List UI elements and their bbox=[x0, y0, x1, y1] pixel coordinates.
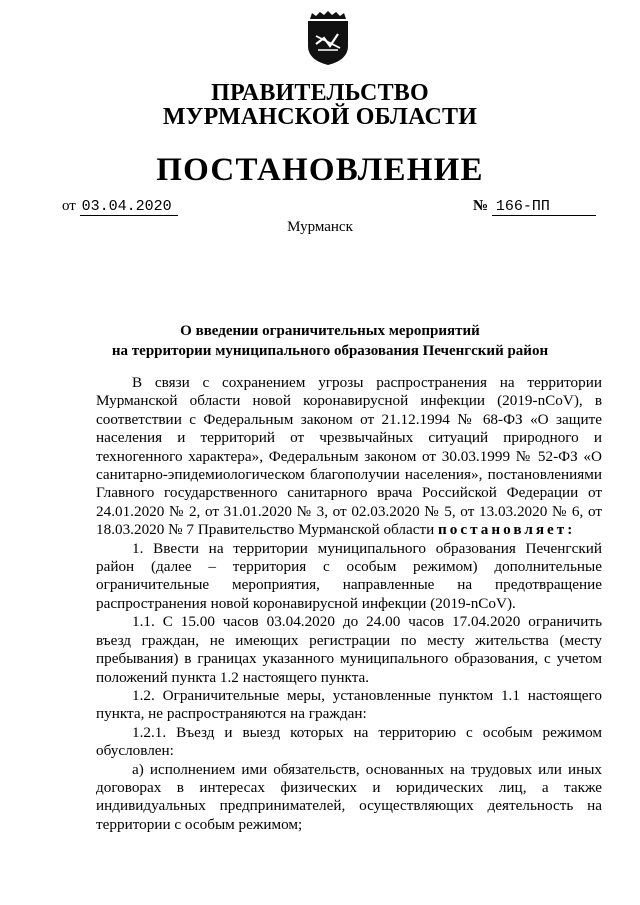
number-field bbox=[473, 198, 596, 216]
government-title-line1: ПРАВИТЕЛЬСТВО bbox=[211, 80, 429, 106]
document-body bbox=[96, 374, 602, 834]
coat-of-arms-emblem-icon bbox=[302, 10, 354, 66]
preamble-text: В связи с сохранением угрозы распространения на территории Мурманской области новой коронавирусной инфекции (2019-nCoV), в соответствии с Федеральным законом от 21.12.1994 № 68-ФЗ «О защите населения и территорий от чрезвычайных ситуаций природного и техногенного характера», Федеральным законом от 30.03.1999 № 52-ФЗ «О санитарно-эпидемиологическом благополучии населения», постановлениями Главного государственного санитарного врача Российской Федерации от 24.01.2020 № 2, от 31.01.2020 № 3, от 02.03.2020 № 5, от 13.03.2020 № 6, от 18.03.2020 № 7 Правительство Мурманской области bbox=[96, 374, 602, 539]
paragraph-1: 1. Ввести на территории муниципального образования Печенгский район (далее – территория с особым режимом) дополнительные ограничительные мероприятия, направленные на предотвращение распространения новой коронавирусной инфекции (2019-nCoV). bbox=[96, 539, 602, 612]
title-line2: на территории муниципального образования Печенгский район bbox=[111, 343, 549, 359]
paragraph-1-1: 1.1. С 15.00 часов 03.04.2020 до 24.00 часов 17.04.2020 ограничить въезд граждан, не имеющих регистрации по месту жительства (месту пребывания) в границах указанного муниципального образования, с учетом положений пункта 1.2 настоящего пункта. bbox=[96, 613, 602, 686]
number-prefix: № bbox=[473, 198, 489, 214]
preamble-paragraph bbox=[96, 374, 602, 540]
document-type-heading: ПОСТАНОВЛЕНИЕ bbox=[156, 152, 484, 188]
paragraph-a: а) исполнением ими обязательств, основанных на трудовых или иных договорах в интересах физических и юридических лиц, а также индивидуальных предпринимателей, осуществляющих деятельность на территории с особым режимом; bbox=[96, 760, 602, 833]
title-line1: О введении ограничительных мероприятий bbox=[180, 323, 480, 339]
date-field bbox=[62, 198, 178, 216]
government-title-line2: МУРМАНСКОЙ ОБЛАСТИ bbox=[162, 104, 478, 130]
city-name: Мурманск bbox=[287, 219, 353, 235]
number-value: 166-ПП bbox=[492, 198, 596, 216]
date-prefix: от bbox=[62, 198, 76, 214]
resolves-word: постановляет: bbox=[438, 521, 576, 539]
document-title bbox=[60, 321, 600, 361]
paragraph-1-2: 1.2. Ограничительные меры, установленные пунктом 1.1 настоящего пункта, не распространяются на граждан: bbox=[96, 686, 602, 723]
paragraph-1-2-1: 1.2.1. Въезд и выезд которых на территорию с особым режимом обусловлен: bbox=[96, 723, 602, 760]
date-value: 03.04.2020 bbox=[80, 198, 178, 216]
